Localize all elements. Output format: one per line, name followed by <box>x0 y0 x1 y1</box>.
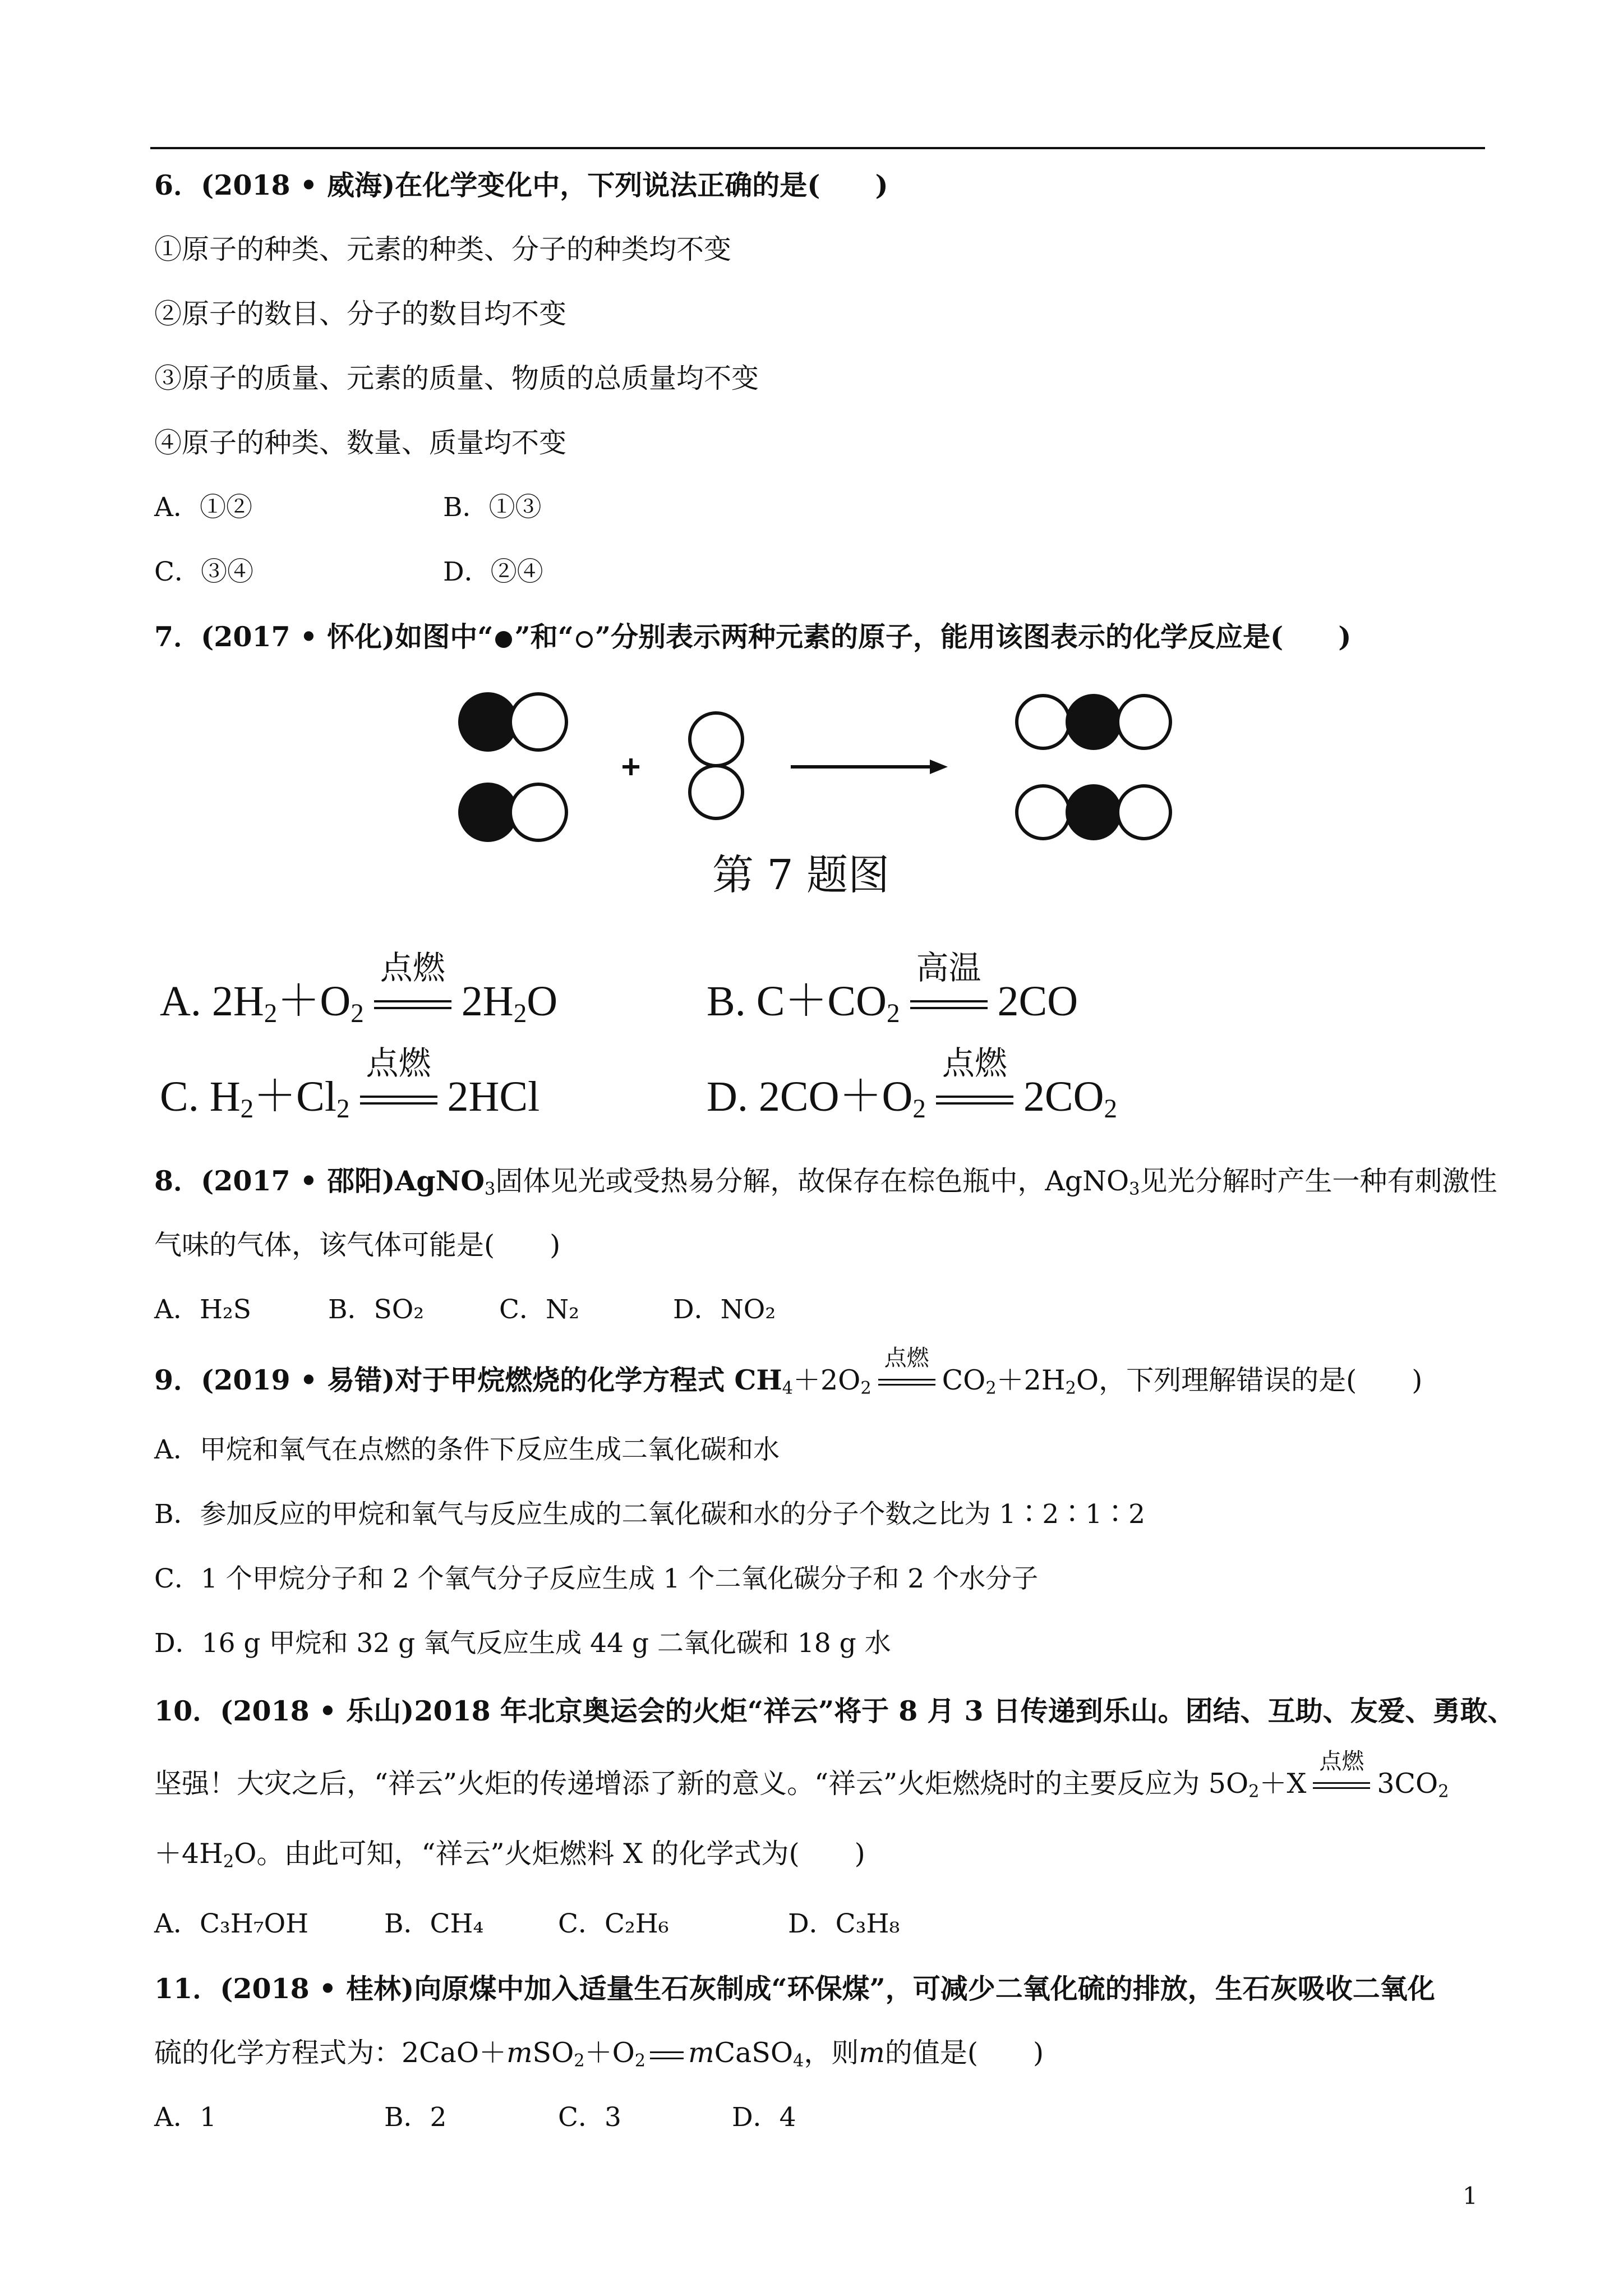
q10-stem-line2: 坚强！大灾之后，“祥云”火炬的传递增添了新的意义。“祥云”火炬燃烧时的主要反应为 $5O_2+X$ 点燃 $3CO_2$ <box>154 1748 1449 1802</box>
reaction-arrow <box>791 760 948 774</box>
condition-high-temp: 高温 <box>907 1000 991 1011</box>
q11-stem-line2: 硫的化学方程式为：$2CaO+mSO_2+O_2$ mCaSO$_4$，则m的值是( ) <box>154 2037 1044 2071</box>
q6-option-c: C．③④ <box>154 556 253 587</box>
q7-stem <box>154 620 1351 654</box>
q9-option-c: C．1 个甲烷分子和 2 个氧气分子反应生成 1 个二氧化碳分子和 2 个水分子 <box>154 1563 1039 1594</box>
reactant-molecule-2 <box>460 784 566 840</box>
q7-figure-caption: 第 7 题图 <box>712 851 890 899</box>
q8-stem-line2: 气味的气体，该气体可能是( ) <box>154 1229 561 1261</box>
q6-item-1: ①原子的种类、元素的种类、分子的种类均不变 <box>154 233 732 265</box>
q6-item-4: ④原子的种类、数量、质量均不变 <box>154 427 567 459</box>
q10-option-c: C．C₂H₆ <box>558 1908 669 1939</box>
q7-option-a: A. $2H_2+O_2$ 点燃 $2H_2O$ <box>160 949 558 1028</box>
q8-option-b: B．SO₂ <box>328 1294 425 1325</box>
q10-option-d: D．C₃H₈ <box>788 1908 900 1939</box>
q7-option-b: B. $C+CO_2$ 高温 2CO <box>707 949 1078 1028</box>
reactant-molecule-1 <box>460 694 566 750</box>
q11-option-d: D．4 <box>732 2102 796 2133</box>
q10-stem-line3: $+4H_2O$。由此可知，“祥云”火炬燃料 X 的化学式为( ) <box>154 1838 865 1872</box>
q7-stem-b: ”和“ <box>514 620 574 653</box>
q6-option-b: B．①③ <box>443 492 542 523</box>
q10-option-b: B．CH₄ <box>384 1908 484 1939</box>
plus-sign <box>623 758 639 775</box>
q9-option-d: D．16 g 甲烷和 32 g 氧气反应生成 44 g 二氧化碳和 18 g 水 <box>154 1628 891 1659</box>
q11-option-b: B．2 <box>384 2102 447 2133</box>
q7-option-c: C. $H_2+Cl_2$ 点燃 2HCl <box>160 1045 540 1124</box>
condition-ignite: 点燃 <box>357 1096 441 1107</box>
q8-option-d: D．NO₂ <box>673 1294 776 1325</box>
q6-stem: 6．(2018 • 威海)在化学变化中，下列说法正确的是( ) <box>154 169 888 201</box>
condition-ignite: 点燃 <box>876 1379 938 1387</box>
q11-stem-line1: 11．(2018 • 桂林)向原煤中加入适量生石灰制成“环保煤”，可减少二氧化硫的排放，生石灰吸收二氧化 <box>154 1972 1435 2005</box>
header-rule <box>150 147 1485 149</box>
q6-item-2: ②原子的数目、分子的数目均不变 <box>154 298 567 330</box>
q8-option-c: C．N₂ <box>499 1294 579 1325</box>
condition-ignite: 点燃 <box>371 1000 455 1011</box>
q11-option-c: C．3 <box>558 2102 621 2133</box>
q8-option-a: A．H₂S <box>154 1294 251 1325</box>
q6-option-a: A．①② <box>154 492 252 523</box>
q9-option-b: B．参加反应的甲烷和氧气与反应生成的二氧化碳和水的分子个数之比为 1∶2∶1∶2 <box>154 1499 1146 1530</box>
page-number: 1 <box>1463 2182 1478 2210</box>
product-molecule-2 <box>1017 786 1170 839</box>
product-molecule-1 <box>1017 696 1170 748</box>
q7-stem-c: ”分别表示两种元素的原子，能用该图表示的化学反应是( ) <box>594 620 1352 653</box>
filled-atom-icon <box>495 631 512 648</box>
reactant-molecule-3 <box>690 713 743 818</box>
q8-stem: 8．(2017 • 邵阳)AgNO$_3$固体见光或受热易分解，故保存在棕色瓶中，AgNO$_3$见光分解时产生一种有刺激性 <box>154 1165 1497 1199</box>
q6-item-3: ③原子的质量、元素的质量、物质的总质量均不变 <box>154 362 759 394</box>
hollow-atom-icon <box>576 631 593 648</box>
equals-sign <box>650 2051 684 2059</box>
q11-option-a: A．1 <box>154 2102 216 2133</box>
condition-ignite: 点燃 <box>933 1096 1017 1107</box>
q9-stem: 9．(2019 • 易错)对于甲烷燃烧的化学方程式 $CH_4+2O_2$ 点燃 $CO_2+2H_2O$，下列理解错误的是( ) <box>154 1345 1423 1398</box>
q7-option-d: D. $2CO+O_2$ 点燃 $2CO_2$ <box>707 1045 1118 1124</box>
q7-reaction-diagram <box>443 690 1195 847</box>
q6-option-d: D．②④ <box>443 556 543 587</box>
q7-stem-a: 7．(2017 • 怀化)如图中“ <box>154 620 494 653</box>
q9-option-a: A．甲烷和氧气在点燃的条件下反应生成二氧化碳和水 <box>154 1434 780 1465</box>
condition-ignite: 点燃 <box>1311 1782 1372 1790</box>
q10-option-a: A．C₃H₇OH <box>154 1908 309 1939</box>
q10-stem-line1: 10．(2018 • 乐山)2018 年北京奥运会的火炬“祥云”将于 8 月 3 日传递到乐山。团结、互助、友爱、勇敢、 <box>154 1695 1515 1727</box>
